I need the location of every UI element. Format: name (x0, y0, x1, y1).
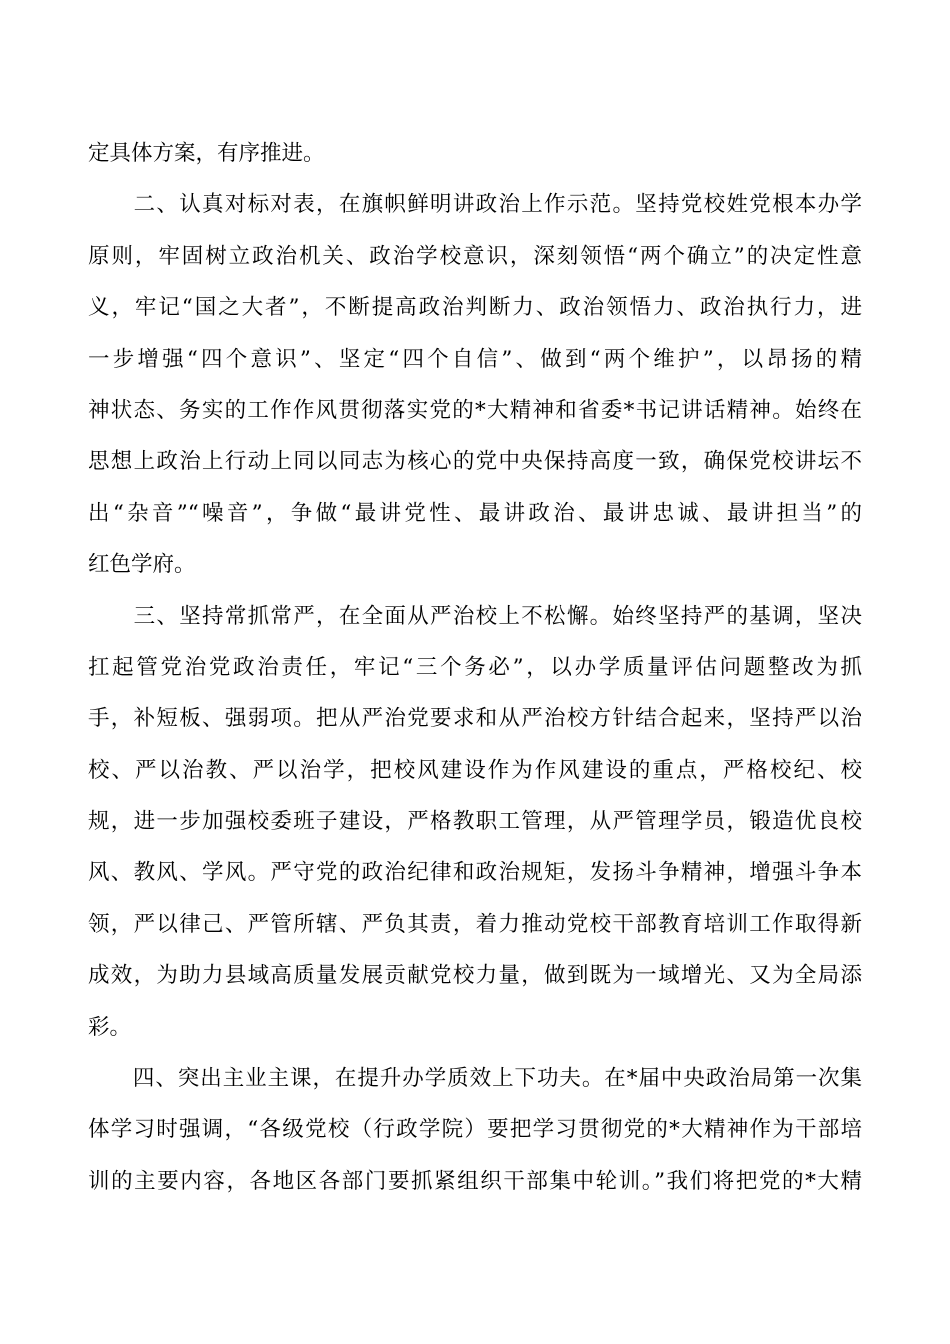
text-line: 神状态、务实的工作作风贯彻落实党的*大精神和省委*书记讲话精神。始终在 (88, 397, 862, 423)
paragraph-continuation (88, 128, 862, 179)
text-line: 规，进一步加强校委班子建设，严格教职工管理，从严管理学员，锻造优良校 (88, 809, 862, 835)
text-line: 领，严以律己、严管所辖、严负其责，着力推动党校干部教育培训工作取得新 (88, 911, 862, 937)
text-line: 定具体方案，有序推进。 (88, 141, 325, 166)
paragraph-section-two (88, 179, 862, 590)
text-line: 体学习时强调，“各级党校（行政学院）要把学习贯彻党的*大精神作为干部培 (88, 1117, 862, 1143)
text-line: 义，牢记“国之大者”，不断提高政治判断力、政治领悟力、政治执行力，进 (88, 295, 862, 321)
text-line: 原则，牢固树立政治机关、政治学校意识，深刻领悟“两个确立”的决定性意 (88, 243, 862, 269)
text-line: 四、突出主业主课，在提升办学质效上下功夫。在*届中央政治局第一次集 (88, 1066, 862, 1092)
paragraph-section-three (88, 591, 862, 1054)
text-line: 训的主要内容，各地区各部门要抓紧组织干部集中轮训。”我们将把党的*大精 (88, 1168, 862, 1194)
text-line: 一步增强“四个意识”、坚定“四个自信”、做到“两个维护”，以昂扬的精 (88, 346, 862, 372)
text-line: 风、教风、学风。严守党的政治纪律和政治规矩，发扬斗争精神，增强斗争本 (88, 860, 862, 886)
text-line: 成效，为助力县域高质量发展贡献党校力量，做到既为一域增光、又为全局添 (88, 963, 862, 989)
text-line: 二、认真对标对表，在旗帜鲜明讲政治上作示范。坚持党校姓党根本办学 (88, 192, 862, 218)
text-line: 红色学府。 (88, 552, 196, 578)
document-page (88, 128, 862, 1207)
text-line: 三、坚持常抓常严，在全面从严治校上不松懈。始终坚持严的基调，坚决 (88, 603, 862, 629)
text-line: 扛起管党治党政治责任，牢记“三个务必”，以办学质量评估问题整改为抓 (88, 654, 862, 680)
text-line: 校、严以治教、严以治学，把校风建设作为作风建设的重点，严格校纪、校 (88, 757, 862, 783)
paragraph-section-four (88, 1053, 862, 1207)
text-line: 思想上政治上行动上同以同志为核心的党中央保持高度一致，确保党校讲坛不 (88, 449, 862, 475)
text-line: 手，补短板、强弱项。把从严治党要求和从严治校方针结合起来，坚持严以治 (88, 706, 862, 732)
text-line: 出“杂音”“噪音”，争做“最讲党性、最讲政治、最讲忠诚、最讲担当”的 (88, 500, 862, 526)
text-line: 彩。 (88, 1014, 132, 1040)
